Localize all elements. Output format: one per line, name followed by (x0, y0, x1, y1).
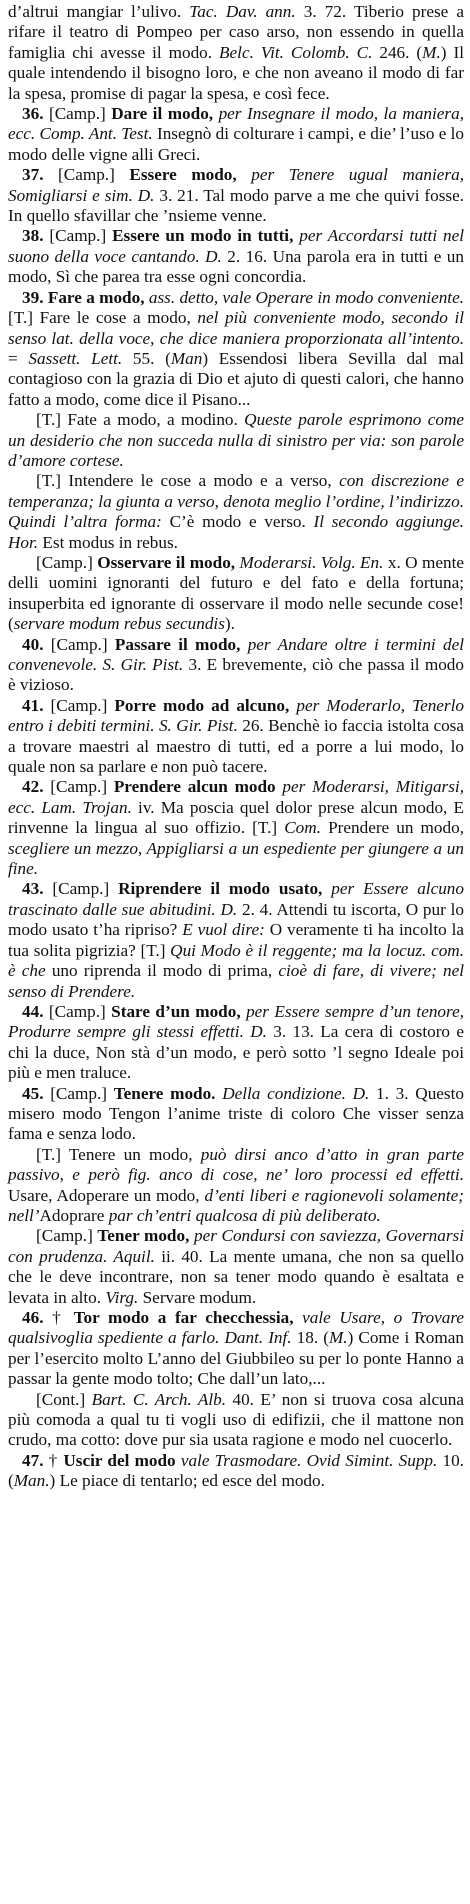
entry-text: 3. 72. Tiberio prese a rifare il teatro di Pompeo per caso arso, non essendo in quella famiglia chi avesse il modo. (8, 2, 464, 62)
entry-number: 43. (22, 879, 44, 899)
entry-number: 45. (22, 1083, 44, 1103)
sub-entry (8, 471, 464, 553)
italic-text: par ch’entri qualcosa di più deliberato. (108, 1205, 381, 1225)
entry-text: 2. 4. Attendi tu iscorta, O pur lo modo usato t’ha ripriso? (8, 899, 464, 940)
headword: Uscir del modo (63, 1450, 176, 1470)
italic-text: Qui Modo è il reggente; ma la locuz. com. è che (8, 940, 464, 981)
italic-text: Man (170, 348, 203, 368)
headword: Essere un modo in tutti, (112, 226, 294, 246)
entry-number: 38. (22, 226, 44, 246)
headword: Osservare il modo, (97, 552, 236, 572)
italic-text: con discrezione e temperanza; la giunta a verso, denota meglio l’ordine, l’indirizzo. Quindi l’altra forma: (8, 471, 464, 532)
italic-text: Queste parole esprimono come un desiderio che non succeda nulla di sinistro per via: son parole d’amore cortese. (8, 410, 465, 470)
headword: Essere modo, (129, 165, 237, 185)
entry-text: ) Le piace di tentarlo; ed esce del modo. (49, 1471, 325, 1491)
italic-text: Bart. C. Arch. Alb. (91, 1389, 227, 1409)
italic-text: servare modum rebus secundis (13, 614, 225, 634)
headword: Stare d’un modo, (111, 1001, 241, 1021)
headword: Fare a modo, (47, 287, 145, 307)
entry-text: ) Essendosi libera Sevilla dal mal contagioso con la grazia di Dio et ajuto di questi calori, che hanno fatto a modo, come dice il Pisano... (8, 348, 464, 409)
entry-text: 2. 16. Una parola era in tutti e un modo, Sì che parea tra esse ogni concordia. (8, 246, 464, 287)
entry-text: [Camp.] (43, 777, 114, 797)
entry-text: [Camp.] (43, 165, 130, 185)
entry-text: Usare, Adoperare un modo, (8, 1185, 205, 1205)
italic-text: Della condizione. D. (215, 1083, 370, 1103)
headword: Prendere alcun modo (113, 777, 276, 797)
italic-text: per Insegnare il modo, la maniera, ecc. Comp. Ant. Test. (8, 104, 464, 144)
entry-text: [T.] Fate a modo, a modino. (36, 410, 245, 430)
entry-text: 3. 13. La cera di costoro e chi la duce, Non stà d’un modo, e però sotto ’l segno Ideale poi più e men traluce. (8, 1022, 464, 1083)
entry-text: [Camp.] (36, 552, 98, 572)
numbered-entry (8, 696, 464, 778)
sub-entry (8, 1226, 464, 1308)
italic-text: Moderarsi. Volg. En. (235, 552, 384, 572)
entry-number: 36. (22, 104, 44, 124)
entry-text: iv. Ma poscia quel dolor prese alcun modo, E rinvenne la lingua al suo offizio. [T.] (8, 797, 465, 838)
numbered-entry (8, 1308, 464, 1390)
sub-entry (8, 1390, 464, 1451)
entry-text: ) Come i Roman per l’esercito molto L’anno del Giubbileo su per lo ponte Hanno a passar la gente modo tolto; Che dall’un lato,... (8, 1328, 464, 1389)
headword: Tenere modo. (113, 1083, 216, 1103)
headword: Porre modo ad alcuno, (114, 695, 290, 715)
entry-text: [Camp.] (43, 879, 119, 899)
entry-text: 3. 21. Tal modo parve a me che quivi fosse. In quello sfavillar che ’nsieme venne. (8, 185, 465, 226)
entry-text: 10. ( (8, 1450, 465, 1491)
entry-text: O veramente ti ha incolto la tua solita pigrizia? [T.] (8, 920, 464, 960)
entry-number: 39. (22, 287, 44, 307)
entry-text: 18. ( (291, 1328, 329, 1348)
italic-text: per Tenere ugual maniera, Somigliarsi e sim. D. (8, 165, 465, 205)
entry-text: † (43, 1308, 74, 1327)
headword: Tener modo, (97, 1226, 190, 1246)
italic-text: ass. detto, vale Operare in modo conveniente. (144, 287, 464, 307)
entry-text: C’è modo e verso. (161, 512, 314, 532)
entry-number: 37. (22, 165, 44, 185)
italic-text: nel più conveniente modo, secondo il senso lat. della voce, che dice maniera proporzionata all’intento. (8, 308, 464, 348)
entry-number: 40. (22, 634, 44, 654)
entry-text: [T.] Intendere le cose a modo e a verso, (36, 471, 340, 491)
italic-text: Il secondo aggiunge. Hor. (8, 512, 465, 552)
entry-continuation (8, 2, 464, 104)
entry-text: uno riprenda il modo di prima, (45, 961, 279, 981)
numbered-entry (8, 1084, 464, 1145)
numbered-entry (8, 1002, 464, 1084)
numbered-entry (8, 288, 464, 410)
entry-number: 47. (22, 1450, 44, 1470)
entry-text: [Camp.] (43, 1083, 114, 1103)
entry-text: Insegnò di colturare i campi, e die’ l’uso e lo modo delle vigne alli Greci. (8, 124, 465, 164)
numbered-entry (8, 777, 464, 879)
entry-text: † (43, 1450, 64, 1470)
numbered-entry (8, 635, 464, 696)
headword: Dare il modo, (111, 104, 214, 124)
entry-text: 40. E’ non si truova cosa alcuna più comoda a qual tu ti vogli uso di edifizii, che il mattone non crudo, ma cotto: dove pur sia usata ragione e modo nel cuocerlo. (8, 1389, 464, 1450)
headword: Riprendere il modo usato, (118, 879, 323, 899)
entry-number: 41. (22, 695, 44, 715)
italic-text: Belc. Vit. Colomb. C. (219, 42, 373, 62)
entry-text: ). (224, 614, 235, 634)
italic-text: vale Usare, o Trovare qualsivoglia spediente a farlo. Dant. Inf. (8, 1308, 465, 1348)
entry-text: 26. Benchè io faccia istolta cosa a trovare maestri al maestro di tutti, ed a porre a lui modo, lo quale non sa parlare e non può tacere. (8, 716, 464, 777)
entry-text: [T.] Tenere un modo, (36, 1144, 201, 1164)
numbered-entry (8, 1451, 464, 1492)
entry-text: = (8, 348, 29, 368)
sub-entry (8, 553, 464, 635)
entry-text: [Camp.] (43, 226, 113, 246)
entry-text: 3. E brevemente, ciò che passa il modo è vizioso. (8, 655, 464, 695)
italic-text: Tac. Dav. ann. (189, 2, 296, 21)
entry-text: [Camp.] (43, 104, 112, 124)
italic-text: per Andare oltre i termini del convenevole. S. Gir. Pist. (8, 634, 464, 674)
italic-text: per Moderarsi, Mitigarsi, ecc. Lam. Trojan. (8, 777, 464, 817)
entry-text: Prendere un modo, (321, 818, 464, 838)
entry-text: Adoprare (39, 1205, 109, 1225)
entry-number: 42. (22, 777, 44, 797)
headword: Passare il modo, (114, 634, 241, 654)
entry-text: [Camp.] (43, 695, 115, 715)
italic-text: scegliere un mezzo, Appigliarsi a un espediente per giungere a un fine. (8, 838, 464, 879)
entry-number: 46. (22, 1308, 44, 1327)
entry-text: [Camp.] (36, 1226, 98, 1246)
italic-text: Sassett. Lett. (28, 348, 123, 368)
entry-text: [Cont.] (36, 1389, 92, 1409)
italic-text: vale Trasmodare. Ovid Simint. Supp. (175, 1450, 438, 1470)
italic-text: per Moderarlo, Tenerlo entro i debiti termini. S. Gir. Pist. (8, 695, 464, 736)
entry-text: x. O mente delli uomini ignoranti del futuro e del fato e della fortuna; insuperbita ed ignorante di osservare il modo nelle secunde cose! ( (8, 552, 464, 634)
numbered-entry (8, 104, 464, 165)
italic-text: M. (422, 42, 441, 62)
sub-entry (8, 410, 464, 471)
entry-text: 246. ( (372, 42, 423, 62)
italic-text: Man. (13, 1471, 50, 1491)
entry-text: Servare modum. (138, 1287, 257, 1307)
italic-text: cioè di fare, di vivere; nel senso di Prendere. (8, 961, 464, 1001)
entry-number: 44. (22, 1001, 44, 1021)
numbered-entry (8, 165, 464, 226)
entry-text: 1. 3. Questo misero modo Tengon l’anime triste di coloro Che visser senza fama e senza lodo. (8, 1083, 464, 1144)
italic-text: d’enti liberi e ragionevoli solamente; nell’ (8, 1185, 464, 1225)
entry-text: [Camp.] (43, 634, 115, 654)
italic-text: Virg. (105, 1287, 139, 1307)
italic-text: può dirsi anco d’atto in gran parte passivo, e però fig. anco di cose, ne’ loro processi ed effetti. (8, 1144, 464, 1185)
italic-text: per Accordarsi tutti nel suono della voce cantando. D. (8, 226, 464, 266)
headword: Tor modo a far checchessia, (73, 1308, 294, 1327)
italic-text: per Condursi con saviezza, Governarsi con prudenza. Aquil. (8, 1226, 464, 1266)
sub-entry (8, 1145, 464, 1227)
entry-text: [T.] Fare le cose a modo, (8, 308, 198, 328)
entry-text: ii. 40. La mente umana, che non sa quello che le deve incontrare, non sa tener modo quando è esaltata e levata in alto. (8, 1246, 465, 1307)
entry-text: [Camp.] (43, 1001, 112, 1021)
italic-text: per Essere alcuno trascinato dalle sue abitudini. D. (8, 879, 464, 919)
italic-text: per Essere sempre d’un tenore, Produrre sempre gli stessi effetti. D. (8, 1001, 464, 1042)
italic-text: Com. (284, 818, 321, 838)
italic-text: E vuol dire: (182, 920, 265, 940)
numbered-entry (8, 226, 464, 287)
italic-text: M. (328, 1328, 348, 1348)
entry-text: Est modus in rebus. (38, 532, 178, 552)
numbered-entry (8, 879, 464, 1001)
entry-text: ) Il quale intendendo il bisogno loro, e che non aveano il modo di far la spesa, promise di pagar la spesa, e così fece. (8, 42, 465, 103)
entry-text: d’altrui mangiar l’ulivo. (8, 2, 190, 21)
entry-text: 55. ( (122, 348, 171, 368)
